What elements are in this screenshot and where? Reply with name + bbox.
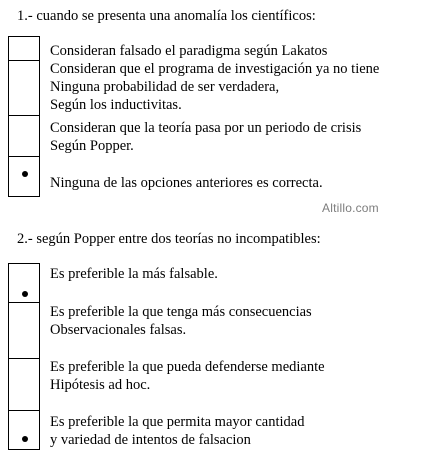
answer-checkbox-2-2[interactable] — [8, 303, 40, 359]
answer-text-2-2: Es preferible la que tenga más consecuencias Observacionales falsas. — [50, 304, 312, 338]
selected-dot-icon — [22, 436, 28, 442]
answer-text-2-3: Es preferible la que pueda defenderse mediante Hipótesis ad hoc. — [50, 359, 325, 393]
answer-text-1-1: Consideran falsado el paradigma según Lakatos — [50, 43, 328, 59]
answer-text-1-4: Ninguna de las opciones anteriores es correcta. — [50, 175, 323, 191]
question-1-title: 1.- cuando se presenta una anomalía los científicos: — [17, 8, 316, 24]
question-2-title: 2.- según Popper entre dos teorías no incompatibles: — [17, 231, 321, 247]
answer-text-2-4: Es preferible la que permita mayor cantidad y variedad de intentos de falsacion — [50, 414, 305, 448]
answer-checkbox-2-1[interactable] — [8, 263, 40, 303]
answer-checkbox-2-4[interactable] — [8, 411, 40, 450]
answer-text-1-2: Consideran que el programa de investigación ya no tiene Ninguna probabilidad de ser verdadera, Según los inductivitas. — [50, 61, 380, 113]
answer-checkbox-1-4[interactable] — [8, 157, 40, 197]
answer-checkbox-1-1[interactable] — [8, 36, 40, 61]
answer-checkbox-2-3[interactable] — [8, 359, 40, 411]
answer-checkbox-1-3[interactable] — [8, 116, 40, 157]
selected-dot-icon — [22, 171, 28, 177]
selected-dot-icon — [22, 291, 28, 297]
answer-text-2-1: Es preferible la más falsable. — [50, 266, 218, 282]
answer-text-1-3: Consideran que la teoría pasa por un periodo de crisis Según Popper. — [50, 120, 362, 154]
watermark-text: Altillo.com — [322, 201, 379, 215]
answer-checkbox-1-2[interactable] — [8, 61, 40, 116]
